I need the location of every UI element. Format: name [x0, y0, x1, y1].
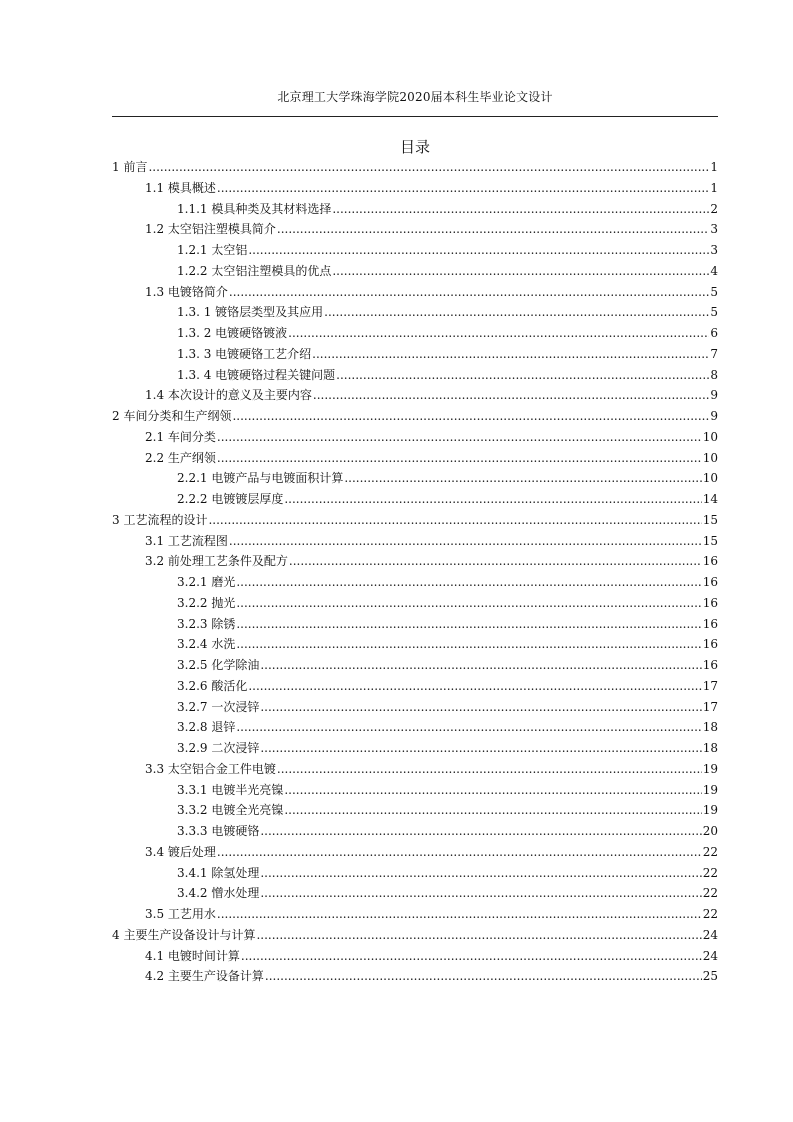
- toc-leader-dots: [217, 904, 702, 925]
- toc-entry-label: 4 主要生产设备设计与计算: [112, 927, 256, 942]
- toc-entry-page: 4: [710, 263, 718, 278]
- toc-entry[interactable]: [112, 759, 718, 780]
- toc-entry[interactable]: [112, 302, 718, 323]
- toc-leader-dots: [236, 572, 701, 593]
- toc-leader-dots: [217, 427, 702, 448]
- toc-entry[interactable]: [112, 468, 718, 489]
- toc-leader-dots: [241, 946, 702, 967]
- toc-entry-label: 3.4.2 憎水处理: [177, 886, 260, 901]
- toc-entry-label: 2 车间分类和生产纲领: [112, 409, 232, 423]
- toc-entry-page: 25: [702, 969, 718, 984]
- toc-entry[interactable]: [112, 157, 718, 178]
- toc-leader-dots: [344, 468, 701, 489]
- toc-entry[interactable]: [112, 634, 718, 655]
- toc-entry-page: 16: [702, 595, 718, 610]
- toc-entry-label: 1.1 模具概述: [145, 180, 216, 195]
- toc-entry[interactable]: [112, 219, 718, 240]
- toc-entry-page: 10: [702, 450, 718, 465]
- toc-entry[interactable]: [112, 800, 718, 821]
- toc-entry-page: 17: [702, 678, 718, 693]
- toc-leader-dots: [148, 157, 709, 178]
- toc-entry-label: 3.1 工艺流程图: [145, 533, 228, 548]
- toc-entry[interactable]: [112, 593, 718, 614]
- toc-entry-label: 1.2 太空铝注塑模具简介: [145, 222, 276, 237]
- toc-leader-dots: [208, 510, 701, 531]
- toc-leader-dots: [229, 531, 702, 552]
- toc-entry[interactable]: [112, 614, 718, 635]
- toc-entry-page: 24: [702, 948, 718, 963]
- toc-leader-dots: [260, 655, 701, 676]
- toc-entry-label: 3.2.2 抛光: [177, 595, 236, 610]
- toc-entry-label: 3.2.1 磨光: [177, 575, 236, 589]
- toc-entry-page: 1: [710, 160, 718, 174]
- toc-entry[interactable]: [112, 717, 718, 738]
- toc-entry-label: 3 工艺流程的设计: [112, 512, 208, 527]
- toc-entry-label: 2.2.1 电镀产品与电镀面积计算: [177, 471, 344, 486]
- toc-leader-dots: [236, 593, 701, 614]
- toc-entry-page: 9: [710, 409, 718, 423]
- toc-leader-dots: [217, 178, 709, 199]
- toc-entry-label: 3.2 前处理工艺条件及配方: [145, 554, 288, 569]
- toc-entry-label: 3.3 太空铝合金工件电镀: [145, 761, 276, 776]
- toc-leader-dots: [332, 199, 709, 220]
- toc-entry[interactable]: [112, 883, 718, 904]
- toc-leader-dots: [313, 385, 709, 406]
- toc-leader-dots: [324, 302, 709, 323]
- toc-entry-label: 1.3. 2 电镀硬铬镀液: [177, 326, 288, 340]
- toc-entry[interactable]: [112, 261, 718, 282]
- toc-leader-dots: [277, 219, 709, 240]
- toc-entry-label: 1.4 本次设计的意义及主要内容: [145, 388, 312, 403]
- toc-leader-dots: [260, 697, 701, 718]
- toc-entry-page: 3: [710, 243, 718, 257]
- toc-entry-page: 16: [702, 637, 718, 652]
- toc-entry[interactable]: [112, 676, 718, 697]
- toc-leader-dots: [248, 676, 701, 697]
- toc-entry[interactable]: [112, 385, 718, 406]
- toc-entry-label: 1.3. 4 电镀硬铬过程关键问题: [177, 367, 336, 382]
- toc-entry-page: 14: [702, 492, 718, 506]
- toc-leader-dots: [260, 738, 701, 759]
- toc-entry-label: 1.2.1 太空铝: [177, 243, 248, 257]
- toc-leader-dots: [217, 842, 702, 863]
- toc-entry-label: 3.2.7 一次浸锌: [177, 699, 260, 714]
- toc-entry-label: 3.4 镀后处理: [145, 844, 216, 859]
- toc-leader-dots: [332, 261, 709, 282]
- toc-entry[interactable]: [112, 551, 718, 572]
- toc-entry-label: 3.5 工艺用水: [145, 907, 216, 921]
- toc-entry-label: 3.3.1 电镀半光亮镍: [177, 782, 284, 797]
- toc-entry-label: 3.2.8 退锌: [177, 720, 236, 735]
- toc-entry[interactable]: [112, 904, 718, 925]
- toc-entry-page: 22: [702, 865, 718, 880]
- toc-entry-page: 15: [702, 512, 718, 527]
- toc-leader-dots: [289, 551, 702, 572]
- toc-entry-label: 2.2.2 电镀镀层厚度: [177, 492, 284, 506]
- toc-leader-dots: [260, 863, 701, 884]
- toc-leader-dots: [260, 883, 701, 904]
- toc-entry-page: 24: [702, 927, 718, 942]
- toc-entry-label: 1.3. 3 电镀硬铬工艺介绍: [177, 346, 312, 361]
- toc-entry-page: 10: [702, 429, 718, 444]
- toc-entry-label: 1.2.2 太空铝注塑模具的优点: [177, 263, 332, 278]
- toc-leader-dots: [336, 365, 709, 386]
- toc-leader-dots: [236, 614, 701, 635]
- toc-entry[interactable]: [112, 323, 718, 344]
- toc-leader-dots: [284, 800, 701, 821]
- toc-entry-label: 3.2.5 化学除油: [177, 658, 260, 672]
- toc-entry-page: 22: [702, 844, 718, 859]
- toc-entry[interactable]: [112, 282, 718, 303]
- toc-leader-dots: [284, 489, 701, 510]
- toc-entry-page: 8: [710, 367, 718, 382]
- toc-entry-page: 1: [710, 180, 718, 195]
- toc-entry[interactable]: [112, 697, 718, 718]
- toc-entry-page: 16: [702, 658, 718, 672]
- header-rule: [112, 116, 718, 117]
- toc-entry[interactable]: [112, 240, 718, 261]
- toc-entry[interactable]: [112, 572, 718, 593]
- toc-entry[interactable]: [112, 489, 718, 510]
- page-header: 北京理工大学珠海学院2020届本科生毕业论文设计: [277, 90, 553, 104]
- toc-entry-label: 2.1 车间分类: [145, 429, 216, 444]
- toc-entry-page: 18: [702, 741, 718, 755]
- toc-entry-label: 3.3.2 电镀全光亮镍: [177, 803, 284, 818]
- toc-entry-label: 3.2.9 二次浸锌: [177, 741, 260, 755]
- toc-leader-dots: [312, 344, 709, 365]
- toc-entry-page: 16: [702, 616, 718, 631]
- toc-leader-dots: [277, 759, 702, 780]
- toc-entry-label: 3.3.3 电镀硬铬: [177, 824, 260, 838]
- toc-entry-page: 6: [710, 326, 718, 340]
- toc-leader-dots: [265, 966, 702, 987]
- toc-entry-page: 22: [702, 886, 718, 901]
- toc-entry[interactable]: [112, 344, 718, 365]
- toc-entry[interactable]: [112, 925, 718, 946]
- toc-entry[interactable]: [112, 946, 718, 967]
- toc-entry-page: 22: [702, 907, 718, 921]
- toc-entry[interactable]: [112, 842, 718, 863]
- toc-entry-page: 2: [710, 201, 718, 216]
- toc-entry-page: 16: [702, 554, 718, 569]
- toc-leader-dots: [288, 323, 709, 344]
- toc-entry-page: 5: [710, 284, 718, 299]
- toc-entry[interactable]: [112, 178, 718, 199]
- toc-entry-label: 3.4.1 除氢处理: [177, 865, 260, 880]
- toc-entry[interactable]: [112, 780, 718, 801]
- toc-entry-page: 9: [710, 388, 718, 403]
- toc-entry-page: 17: [702, 699, 718, 714]
- toc-entry[interactable]: [112, 199, 718, 220]
- toc-entry-label: 1.3 电镀铬简介: [145, 284, 228, 299]
- toc-leader-dots: [248, 240, 709, 261]
- toc-leader-dots: [284, 780, 701, 801]
- toc-entry-page: 19: [702, 761, 718, 776]
- toc-entry-label: 3.2.3 除锈: [177, 616, 236, 631]
- toc-entry-page: 3: [710, 222, 718, 237]
- toc-entry-page: 15: [702, 533, 718, 548]
- toc-entry-page: 7: [710, 346, 718, 361]
- toc-entry-page: 16: [702, 575, 718, 589]
- toc-entry[interactable]: [112, 655, 718, 676]
- toc-entry-label: 1 前言: [112, 160, 148, 174]
- toc-entry[interactable]: [112, 406, 718, 427]
- toc-entry-page: 19: [702, 782, 718, 797]
- toc-entry-label: 1.1.1 模具种类及其材料选择: [177, 201, 332, 216]
- toc-entry-label: 4.1 电镀时间计算: [145, 948, 240, 963]
- toc-entry[interactable]: [112, 863, 718, 884]
- toc-leader-dots: [256, 925, 701, 946]
- toc-leader-dots: [232, 406, 709, 427]
- toc-title: 目录: [399, 138, 430, 156]
- toc-entry-page: 18: [702, 720, 718, 735]
- toc-entry-page: 5: [710, 305, 718, 320]
- toc-leader-dots: [229, 282, 709, 303]
- toc-entry-label: 3.2.4 水洗: [177, 637, 236, 652]
- toc-entry[interactable]: [112, 531, 718, 552]
- toc-entry[interactable]: [112, 448, 718, 469]
- toc-entry-page: 19: [702, 803, 718, 818]
- toc-leader-dots: [217, 448, 702, 469]
- toc-entry[interactable]: [112, 966, 718, 987]
- toc-entry[interactable]: [112, 365, 718, 386]
- toc-entry[interactable]: [112, 510, 718, 531]
- toc-leader-dots: [260, 821, 701, 842]
- toc-entry-label: 3.2.6 酸活化: [177, 678, 248, 693]
- toc-entry-page: 20: [702, 824, 718, 838]
- toc-entry[interactable]: [112, 821, 718, 842]
- toc-entry-page: 10: [702, 471, 718, 486]
- toc-entry-label: 1.3. 1 镀铬层类型及其应用: [177, 305, 324, 320]
- table-of-contents: [112, 157, 718, 987]
- toc-leader-dots: [236, 717, 701, 738]
- toc-leader-dots: [236, 634, 701, 655]
- toc-entry[interactable]: [112, 738, 718, 759]
- toc-entry-label: 2.2 生产纲领: [145, 450, 216, 465]
- toc-entry-label: 4.2 主要生产设备计算: [145, 969, 264, 984]
- toc-entry[interactable]: [112, 427, 718, 448]
